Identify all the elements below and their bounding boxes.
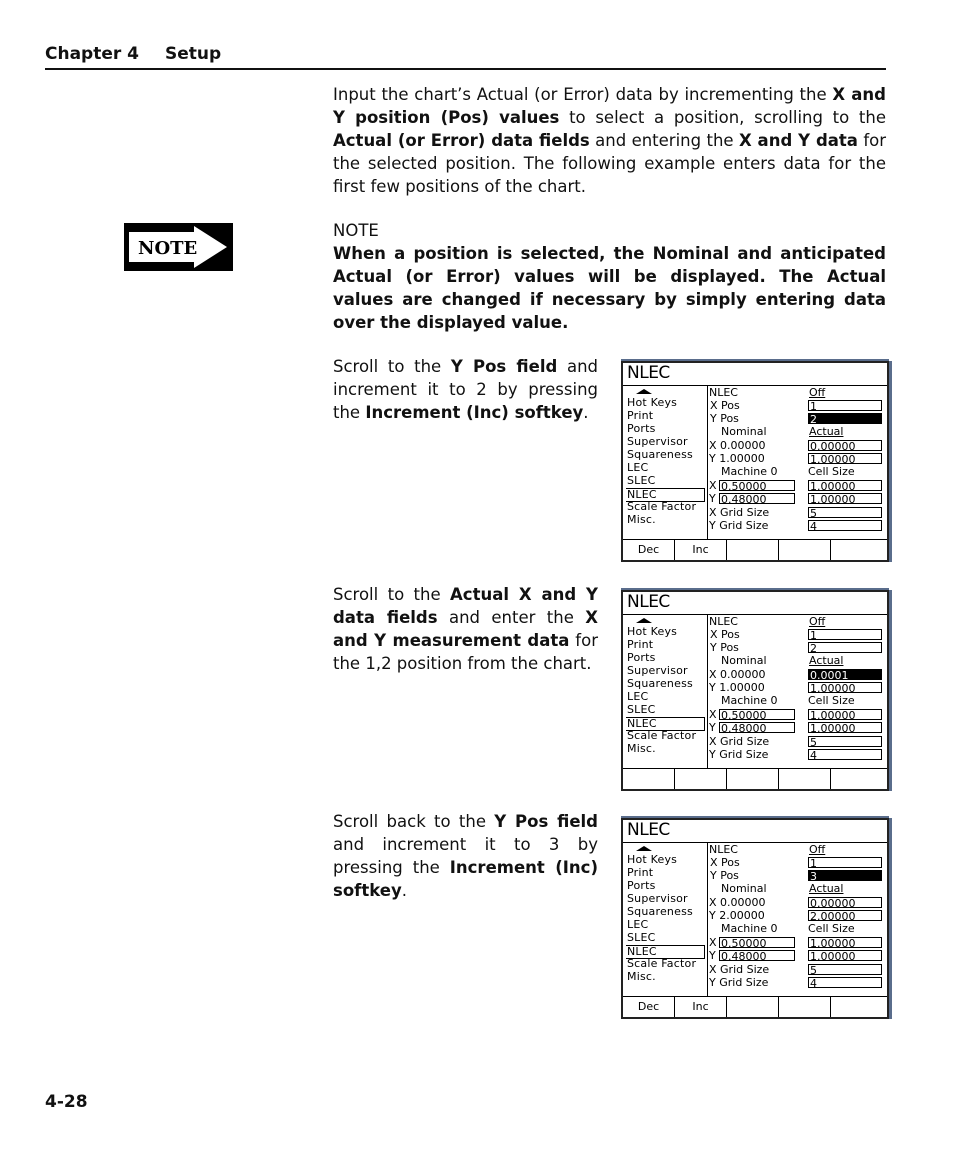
softkey-3[interactable] — [727, 997, 779, 1017]
softkey-2[interactable]: Inc — [675, 997, 727, 1017]
nlec-value[interactable]: Off — [809, 615, 826, 628]
nominal-y: Y 1.00000 — [709, 452, 765, 465]
y-pos-label: Y Pos — [710, 412, 739, 425]
menu-item-print[interactable]: Print — [627, 638, 654, 651]
menu-item-print[interactable]: Print — [627, 866, 654, 879]
menu-item-print[interactable]: Print — [627, 409, 654, 422]
softkey-bar — [623, 768, 887, 789]
step-2-text-c: for the 1,2 position from the chart. — [333, 631, 598, 673]
softkey-3[interactable] — [727, 540, 779, 560]
step-1-bold-b: Increment (Inc) softkey — [365, 403, 584, 422]
nominal-x: X 0.00000 — [709, 439, 766, 452]
intro-bold-3: X and Y data — [738, 131, 858, 150]
menu-item-lec[interactable]: LEC — [627, 461, 649, 474]
machine-x-label: X — [709, 936, 717, 949]
menu-divider — [707, 842, 708, 997]
softkey-bar — [623, 996, 887, 1017]
y-grid-size-field[interactable]: 4 — [808, 520, 882, 531]
page-number: 4-28 — [45, 1092, 88, 1112]
cell-y-field[interactable]: 1.00000 — [808, 493, 882, 504]
x-grid-size-label: X Grid Size — [709, 963, 770, 976]
machine-zero-heading: Machine 0 — [721, 465, 778, 478]
x-pos-label: X Pos — [710, 628, 740, 641]
softkey-1[interactable]: Dec — [623, 540, 675, 560]
machine-x-field[interactable]: 0.50000 — [719, 709, 795, 720]
nlec-value[interactable]: Off — [809, 843, 826, 856]
machine-x-label: X — [709, 479, 717, 492]
nominal-heading: Nominal — [721, 882, 767, 895]
machine-y-field[interactable]: 0.48000 — [719, 722, 795, 733]
y-grid-size-label: Y Grid Size — [709, 748, 769, 761]
menu-item-misc[interactable]: Misc. — [627, 513, 656, 526]
softkey-2[interactable] — [675, 769, 727, 789]
menu-item-squareness[interactable]: Squareness — [627, 448, 693, 461]
menu-item-hot-keys[interactable]: Hot Keys — [627, 625, 678, 638]
menu-item-nlec[interactable]: NLEC — [626, 945, 705, 959]
softkey-5[interactable] — [831, 769, 883, 789]
step-1-text-a: Scroll to the — [333, 357, 451, 376]
machine-x-field[interactable]: 0.50000 — [719, 937, 795, 948]
menu-item-ports[interactable]: Ports — [627, 651, 656, 664]
cell-size-heading: Cell Size — [808, 465, 855, 478]
machine-y-field[interactable]: 0.48000 — [719, 950, 795, 961]
cell-y-field[interactable]: 1.00000 — [808, 950, 882, 961]
nominal-x: X 0.00000 — [709, 896, 766, 909]
intro-bold-2: Actual (or Error) data fields — [333, 131, 590, 150]
machine-zero-heading: Machine 0 — [721, 922, 778, 935]
menu-item-hot-keys[interactable]: Hot Keys — [627, 853, 678, 866]
intro-paragraph — [333, 83, 886, 198]
nominal-y: Y 2.00000 — [709, 909, 765, 922]
intro-text-4: for the selected position. The following example enters data for the first few positions of the chart. — [333, 131, 887, 196]
step-3-text — [333, 810, 598, 902]
scroll-up-arrow-icon[interactable] — [636, 618, 652, 623]
actual-y-field[interactable]: 1.00000 — [808, 453, 882, 464]
softkey-5[interactable] — [831, 540, 883, 560]
menu-item-nlec[interactable]: NLEC — [626, 717, 705, 731]
y-grid-size-label: Y Grid Size — [709, 519, 769, 532]
menu-item-ports[interactable]: Ports — [627, 422, 656, 435]
intro-bold-1: X and Y position (Pos) values — [333, 85, 886, 127]
step-2-bold-a: Actual X and Y data fields — [333, 585, 598, 627]
softkey-2[interactable]: Inc — [675, 540, 727, 560]
softkey-3[interactable] — [727, 769, 779, 789]
x-grid-size-field[interactable]: 5 — [808, 964, 882, 975]
cell-size-heading: Cell Size — [808, 694, 855, 707]
scroll-up-arrow-icon[interactable] — [636, 846, 652, 851]
softkey-4[interactable] — [779, 769, 831, 789]
y-pos-label: Y Pos — [710, 641, 739, 654]
menu-item-hot-keys[interactable]: Hot Keys — [627, 396, 678, 409]
lcd-screen-3 — [621, 818, 889, 1019]
title-divider — [623, 842, 887, 843]
actual-x-field[interactable]: 0.0001 — [808, 669, 882, 680]
nominal-heading: Nominal — [721, 654, 767, 667]
nlec-label: NLEC — [709, 843, 738, 856]
menu-item-nlec[interactable]: NLEC — [626, 488, 705, 502]
y-grid-size-field[interactable]: 4 — [808, 749, 882, 760]
menu-item-squareness[interactable]: Squareness — [627, 905, 693, 918]
page-header — [45, 42, 886, 70]
softkey-5[interactable] — [831, 997, 883, 1017]
title-divider — [623, 385, 887, 386]
step-1-text-b: and increment it to 2 by pressing the — [333, 357, 599, 422]
machine-y-label: Y — [709, 492, 716, 505]
menu-item-supervisor[interactable]: Supervisor — [627, 435, 688, 448]
menu-item-lec[interactable]: LEC — [627, 918, 649, 931]
menu-item-scale-factor[interactable]: Scale Factor — [627, 500, 697, 513]
lcd-screen-1 — [621, 361, 889, 562]
menu-item-misc[interactable]: Misc. — [627, 742, 656, 755]
x-grid-size-field[interactable]: 5 — [808, 736, 882, 747]
softkey-4[interactable] — [779, 997, 831, 1017]
y-grid-size-field[interactable]: 4 — [808, 977, 882, 988]
nominal-heading: Nominal — [721, 425, 767, 438]
nlec-label: NLEC — [709, 615, 738, 628]
softkey-bar — [623, 539, 887, 560]
note-heading: NOTE — [333, 221, 379, 240]
x-pos-field[interactable]: 1 — [808, 629, 882, 640]
menu-item-ports[interactable]: Ports — [627, 879, 656, 892]
step-3-bold-b: Increment (Inc) softkey — [333, 858, 598, 900]
x-pos-field[interactable]: 1 — [808, 857, 882, 868]
x-pos-field[interactable]: 1 — [808, 400, 882, 411]
y-pos-label: Y Pos — [710, 869, 739, 882]
lcd-screen-2 — [621, 590, 889, 791]
cell-x-field[interactable]: 1.00000 — [808, 480, 882, 491]
cell-size-heading: Cell Size — [808, 922, 855, 935]
menu-item-supervisor[interactable]: Supervisor — [627, 664, 688, 677]
softkey-1[interactable]: Dec — [623, 997, 675, 1017]
title-divider — [623, 614, 887, 615]
nominal-x: X 0.00000 — [709, 668, 766, 681]
menu-item-squareness[interactable]: Squareness — [627, 677, 693, 690]
machine-y-label: Y — [709, 949, 716, 962]
menu-item-lec[interactable]: LEC — [627, 690, 649, 703]
actual-y-field[interactable]: 1.00000 — [808, 682, 882, 693]
step-3-bold-a: Y Pos field — [494, 812, 598, 831]
actual-x-field[interactable]: 0.00000 — [808, 897, 882, 908]
step-2-bold-b: X and Y measurement data — [333, 608, 599, 650]
step-1-text — [333, 355, 598, 424]
nlec-label: NLEC — [709, 386, 738, 399]
note-badge-icon — [124, 223, 233, 271]
intro-text-3: and entering the — [589, 131, 739, 150]
step-2-text-b: and enter the — [437, 608, 586, 627]
softkey-4[interactable] — [779, 540, 831, 560]
menu-divider — [707, 385, 708, 540]
scroll-up-arrow-icon[interactable] — [636, 389, 652, 394]
step-1-text-c: . — [583, 403, 589, 422]
machine-x-field[interactable]: 0.50000 — [719, 480, 795, 491]
y-pos-field[interactable]: 3 — [808, 870, 882, 881]
y-pos-field[interactable]: 2 — [808, 413, 882, 424]
screen-title: NLEC — [627, 592, 670, 612]
actual-x-field[interactable]: 0.00000 — [808, 440, 882, 451]
machine-x-label: X — [709, 708, 717, 721]
cell-x-field[interactable]: 1.00000 — [808, 937, 882, 948]
menu-item-slec[interactable]: SLEC — [627, 474, 656, 487]
softkey-1[interactable] — [623, 769, 675, 789]
screen-title: NLEC — [627, 820, 670, 840]
x-grid-size-field[interactable]: 5 — [808, 507, 882, 518]
menu-item-misc[interactable]: Misc. — [627, 970, 656, 983]
step-1-bold-a: Y Pos field — [450, 357, 558, 376]
menu-item-slec[interactable]: SLEC — [627, 703, 656, 716]
intro-text-2: to select a position, scrolling to the — [559, 108, 886, 127]
actual-heading: Actual — [809, 654, 844, 667]
machine-zero-heading: Machine 0 — [721, 694, 778, 707]
actual-heading: Actual — [809, 882, 844, 895]
cell-x-field[interactable]: 1.00000 — [808, 709, 882, 720]
step-3-text-a: Scroll back to the — [333, 812, 495, 831]
y-grid-size-label: Y Grid Size — [709, 976, 769, 989]
note-badge-text: NOTE — [138, 238, 198, 259]
actual-y-field[interactable]: 2.00000 — [808, 910, 882, 921]
intro-text-1: Input the chart’s Actual (or Error) data by incrementing the — [333, 85, 833, 104]
menu-item-slec[interactable]: SLEC — [627, 931, 656, 944]
x-pos-label: X Pos — [710, 856, 740, 869]
actual-heading: Actual — [809, 425, 844, 438]
note-body: When a position is selected, the Nominal and anticipated Actual (or Error) values will be displayed. The Actual values are changed if necessary by simply entering data over the displayed value. — [333, 244, 886, 332]
step-2-text-a: Scroll to the — [333, 585, 451, 604]
nominal-y: Y 1.00000 — [709, 681, 765, 694]
x-grid-size-label: X Grid Size — [709, 506, 770, 519]
section-label: Setup — [165, 44, 222, 64]
chapter-label: Chapter 4 — [45, 44, 140, 64]
menu-item-scale-factor[interactable]: Scale Factor — [627, 957, 697, 970]
menu-divider — [707, 614, 708, 769]
menu-item-scale-factor[interactable]: Scale Factor — [627, 729, 697, 742]
y-pos-field[interactable]: 2 — [808, 642, 882, 653]
x-grid-size-label: X Grid Size — [709, 735, 770, 748]
x-pos-label: X Pos — [710, 399, 740, 412]
step-2-text — [333, 583, 598, 675]
machine-y-field[interactable]: 0.48000 — [719, 493, 795, 504]
step-3-text-c: . — [401, 881, 407, 900]
cell-y-field[interactable]: 1.00000 — [808, 722, 882, 733]
nlec-value[interactable]: Off — [809, 386, 826, 399]
machine-y-label: Y — [709, 721, 716, 734]
menu-item-supervisor[interactable]: Supervisor — [627, 892, 688, 905]
screen-title: NLEC — [627, 363, 670, 383]
step-3-text-b: and increment it to 3 by pressing the — [333, 835, 598, 877]
